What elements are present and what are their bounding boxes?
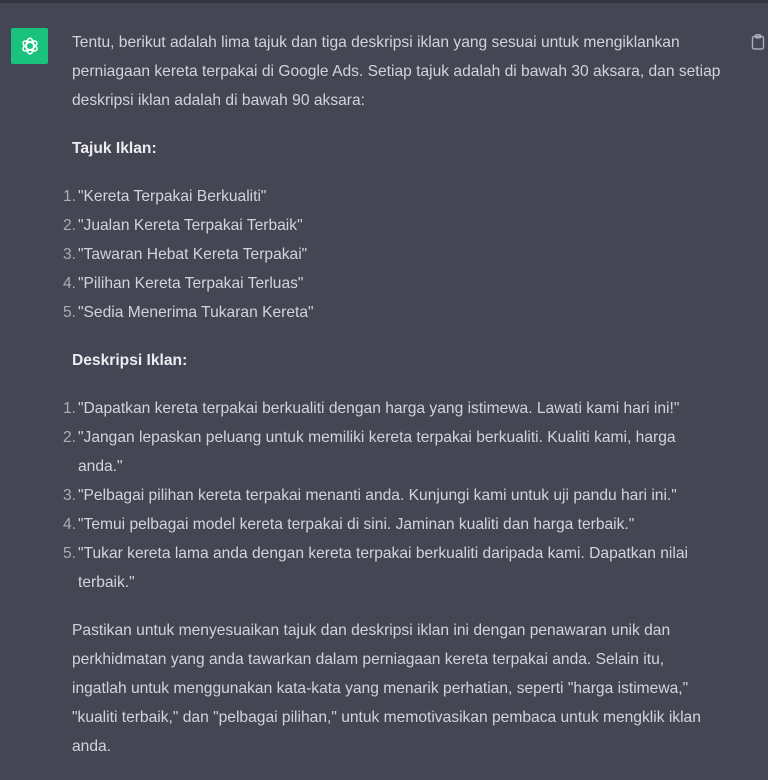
list-number: 3. (63, 246, 77, 263)
list-number: 4. (63, 275, 77, 292)
list-item (63, 269, 722, 298)
assistant-message (63, 28, 722, 780)
top-divider (0, 0, 768, 3)
headings-title: Tajuk Iklan: (72, 140, 157, 157)
list-number: 5. (63, 545, 77, 562)
list-item-text: "Pilihan Kereta Terpakai Terluas" (78, 275, 304, 292)
list-item (63, 539, 722, 597)
list-item (63, 510, 722, 539)
list-item (63, 211, 722, 240)
list-item-text: "Kereta Terpakai Berkualiti" (78, 188, 267, 205)
list-item-text: "Tukar kereta lama anda dengan kereta terpakai berkualiti daripada kami. Dapatkan nilai terbaik." (78, 545, 688, 591)
list-number: 1. (63, 400, 77, 417)
list-number: 1. (63, 188, 77, 205)
descriptions-title: Deskripsi Iklan: (72, 352, 188, 369)
openai-logo-icon (19, 35, 41, 57)
headings-list (63, 182, 722, 327)
list-item (63, 423, 722, 481)
list-number: 5. (63, 304, 77, 321)
list-number: 2. (63, 217, 77, 234)
list-item (63, 481, 722, 510)
list-item-text: "Jualan Kereta Terpakai Terbaik" (78, 217, 303, 234)
list-item-text: "Pelbagai pilihan kereta terpakai menanti anda. Kunjungi kami untuk uji pandu hari ini." (78, 487, 677, 504)
list-item-text: "Temui pelbagai model kereta terpakai di sini. Jaminan kualiti dan harga terbaik." (78, 516, 635, 533)
list-item-text: "Sedia Menerima Tukaran Kereta" (78, 304, 314, 321)
list-number: 3. (63, 487, 77, 504)
list-item (63, 240, 722, 269)
list-item (63, 394, 722, 423)
list-item (63, 298, 722, 327)
intro-paragraph: Tentu, berikut adalah lima tajuk dan tiga deskripsi iklan yang sesuai untuk mengiklankan perniagaan kereta terpakai di Google Ads. Setiap tajuk adalah di bawah 30 aksara, dan setiap deskripsi iklan adalah di bawah 90 aksara: (72, 34, 721, 109)
closing-paragraph: Pastikan untuk menyesuaikan tajuk dan deskripsi iklan ini dengan penawaran unik dan perkhidmatan yang anda tawarkan dalam perniagaan kereta terpakai anda. Selain itu, ingatlah untuk menggunakan kata-kata yang menarik perhatian, seperti "harga istimewa," "kualiti terbaik," dan "pelbagai pilihan," untuk memotivasikan pembaca untuk mengklik iklan anda. (72, 622, 701, 755)
list-number: 4. (63, 516, 77, 533)
assistant-avatar (11, 28, 48, 64)
list-item-text: "Jangan lepaskan peluang untuk memiliki kereta terpakai berkualiti. Kualiti kami, harga anda." (78, 429, 676, 475)
list-item (63, 182, 722, 211)
copy-button[interactable] (751, 31, 765, 47)
list-item-text: "Tawaran Hebat Kereta Terpakai" (78, 246, 308, 263)
list-number: 2. (63, 429, 77, 446)
descriptions-list (63, 394, 722, 597)
list-item-text: "Dapatkan kereta terpakai berkualiti dengan harga yang istimewa. Lawati kami hari ini!" (78, 400, 680, 417)
clipboard-icon (751, 34, 765, 50)
